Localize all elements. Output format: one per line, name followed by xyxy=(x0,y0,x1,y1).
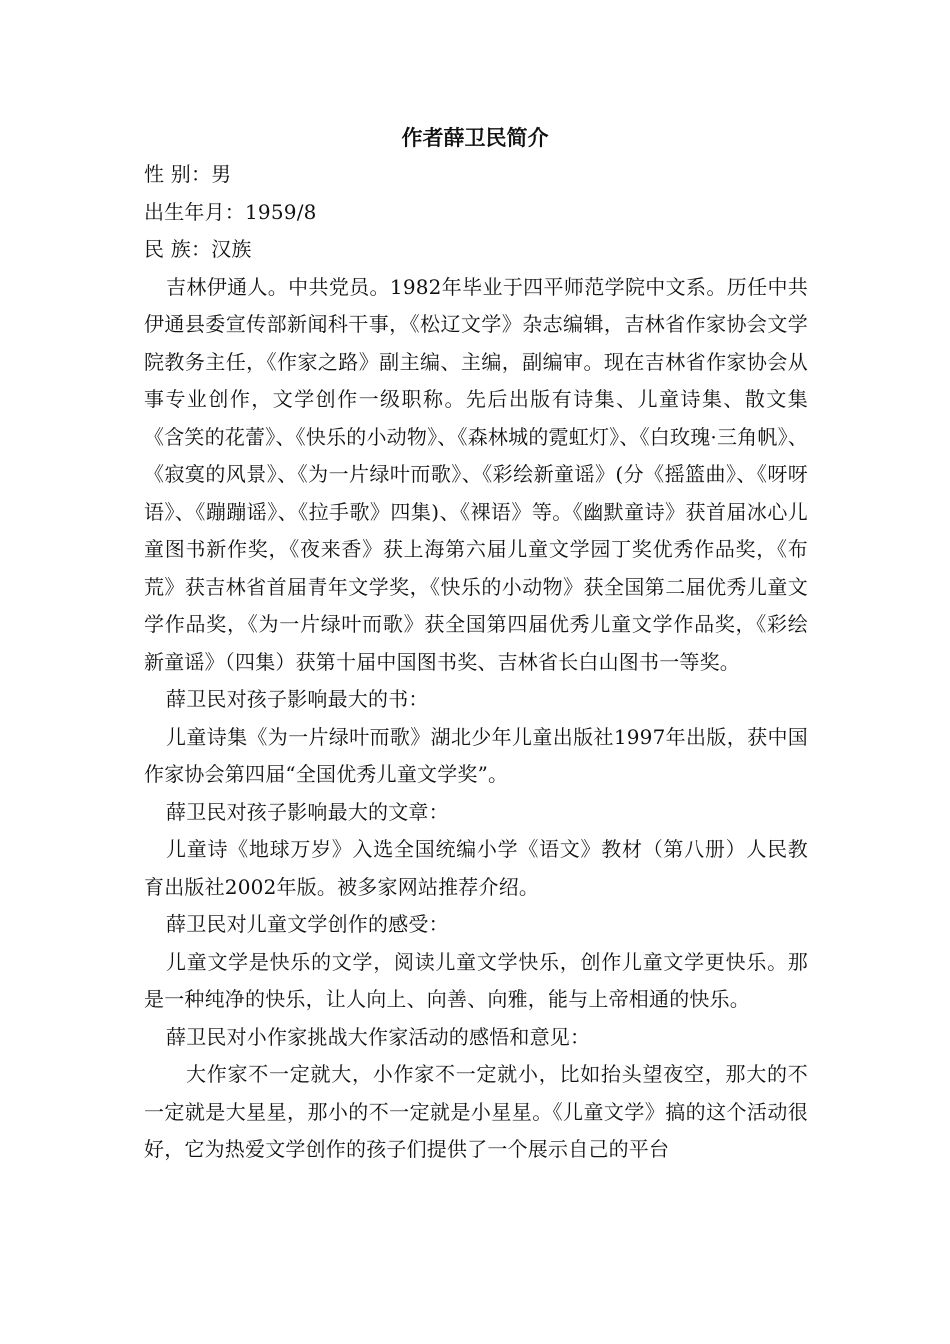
article-heading: 薛卫民对孩子影响最大的文章： xyxy=(166,799,449,824)
book-heading: 薛卫民对孩子影响最大的书： xyxy=(166,687,429,711)
page-title: 作者薛卫民简介 xyxy=(401,126,549,150)
bio-paragraph: 吉林伊通人。中共党员。1982年毕业于四平师范学院中文系。历任中共伊通县委宣传部新闻科干事，《松辽文学》杂志编辑，吉林省作家协会文学院教务主任，《作家之路》副主编、主编，副编审。现在吉林省作家协会从事专业创作，文学创作一级职称。先后出版有诗集、儿童诗集、散文集《含笑的花蕾》、《快乐的小动物》、《森林城的霓虹灯》、《白玫瑰·三角帆》、《寂寞的风景》、《为一片绿叶而歌》、《彩绘新童谣》(分《摇篮曲》、《呀呀语》、《蹦蹦谣》、《拉手歌》四集)、《裸语》等。《幽默童诗》获首届冰心儿童图书新作奖，《夜来香》获上海第六届儿童文学园丁奖优秀作品奖，《布荒》获吉林省首届青年文学奖，《快乐的小动物》获全国第二届优秀儿童文学作品奖，《为一片绿叶而歌》获全国第四届优秀儿童文学作品奖，《彩绘新童谣》（四集）获第十届中国图书奖、吉林省长白山图书一等奖。 xyxy=(144,274,808,674)
feeling-paragraph: 儿童文学是快乐的文学，阅读儿童文学快乐，创作儿童文学更快乐。那是一种纯净的快乐，让人向上、向善、向雅，能与上帝相通的快乐。 xyxy=(144,949,808,1011)
opinion-paragraph: 大作家不一定就大，小作家不一定就小，比如抬头望夜空，那大的不一定就是大星星，那小的不一定就是小星星。《儿童文学》搞的这个活动很好，它为热爱文学创作的孩子们提供了一个展示自己的平台 xyxy=(144,1062,808,1161)
gender-field: 性 别：男 xyxy=(144,162,232,186)
feeling-heading: 薛卫民对儿童文学创作的感受： xyxy=(166,912,449,936)
ethnicity-field: 民 族：汉族 xyxy=(144,237,252,261)
opinion-heading: 薛卫民对小作家挑战大作家活动的感悟和意见： xyxy=(166,1024,591,1049)
document-body xyxy=(144,156,808,1169)
book-paragraph: 儿童诗集《为一片绿叶而歌》湖北少年儿童出版社1997年出版，获中国作家协会第四届“全国优秀儿童文学奖”。 xyxy=(144,724,808,786)
article-paragraph: 儿童诗《地球万岁》入选全国统编小学《语文》教材（第八册）人民教育出版社2002年版。被多家网站推荐介绍。 xyxy=(144,837,808,899)
birth-field: 出生年月：1959/8 xyxy=(144,199,317,224)
